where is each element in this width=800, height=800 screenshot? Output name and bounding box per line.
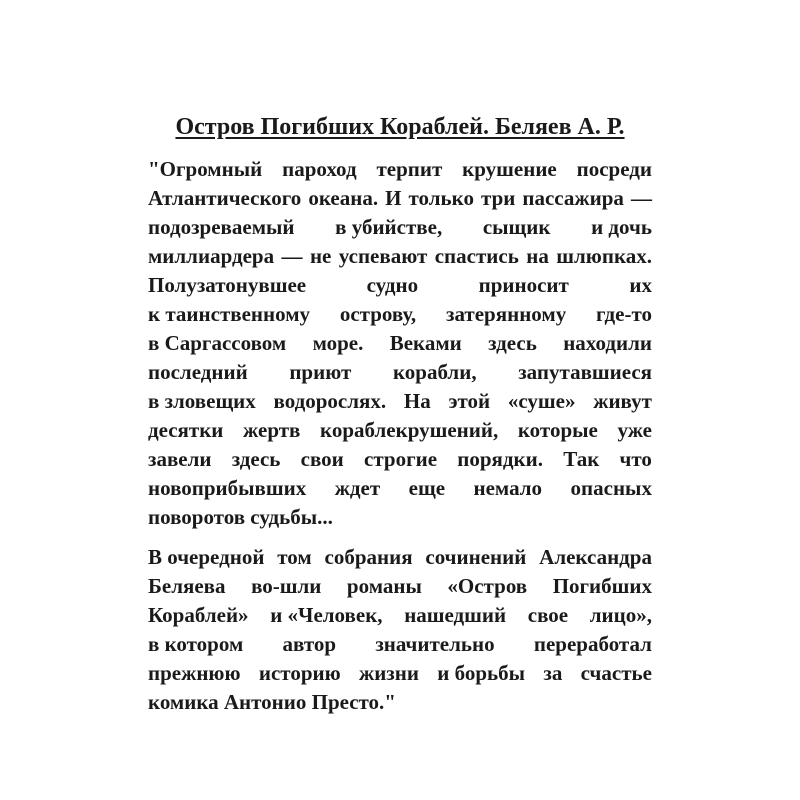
word-group: последний [148, 360, 248, 384]
word-group: их [629, 273, 652, 297]
word-group: И [385, 186, 402, 210]
word-group: затерянному [446, 302, 567, 326]
word-group: свое [527, 603, 569, 627]
word-group: находили [563, 331, 652, 355]
word-group: успевают [338, 244, 428, 268]
text-line [148, 474, 652, 503]
word-group: в котором [148, 632, 244, 656]
word-group: подозреваемый [148, 215, 295, 239]
word-group: море. [312, 331, 364, 355]
word-group: приют [289, 360, 352, 384]
word-group: еще [408, 476, 446, 500]
text-line [148, 543, 652, 572]
word-group: терпит [376, 157, 443, 181]
word-group: сочинений [425, 545, 527, 569]
word-group: крушение [462, 157, 557, 181]
word-group: десятки [148, 418, 224, 442]
word-group: нашедший [404, 603, 507, 627]
word-group: "Огромный [148, 157, 263, 181]
text-line [148, 242, 652, 271]
text-line [148, 155, 652, 184]
word-group: только [408, 186, 474, 210]
word-group: Атлантического [148, 186, 302, 210]
word-group: жертв [243, 418, 301, 442]
word-group: значительно [375, 632, 495, 656]
word-group: на [526, 244, 549, 268]
text-line [148, 300, 652, 329]
word-group: романы [346, 574, 422, 598]
word-group: к таинственному [148, 302, 311, 326]
word-group: — [630, 186, 652, 210]
word-group: жизни [358, 661, 419, 685]
word-group: Погибших [552, 574, 652, 598]
word-group: порядки. [457, 447, 543, 471]
word-group: пассажира [522, 186, 624, 210]
word-group: не [309, 244, 332, 268]
text-line [148, 271, 652, 300]
text-line [148, 358, 652, 387]
word-group: «Остров [447, 574, 528, 598]
text-line [148, 601, 652, 630]
word-group: живут [593, 389, 652, 413]
word-group: Беляева [148, 574, 226, 598]
word-group: В очередной [148, 545, 265, 569]
word-group: и борьбы [437, 661, 526, 685]
word-group: и «Человек, [270, 603, 383, 627]
word-group: новоприбывших [148, 476, 307, 500]
word-group: этой [448, 389, 491, 413]
word-group: в Саргассовом [148, 331, 287, 355]
word-group: строгие [364, 447, 438, 471]
word-group: корабли, [392, 360, 477, 384]
word-group: океана. [308, 186, 379, 210]
word-group: Полузатонувшее [148, 273, 307, 297]
text-line [148, 572, 652, 601]
text-line [148, 213, 652, 242]
word-group: судно [366, 273, 419, 297]
word-group: во-шли [251, 574, 322, 598]
word-group: кораблекрушений, [320, 418, 499, 442]
word-group: лицо», [589, 603, 652, 627]
word-group: водорослях. [273, 389, 387, 413]
word-group: ждет [334, 476, 381, 500]
word-group: здесь [231, 447, 281, 471]
word-group: сыщик [482, 215, 551, 239]
word-group: за [543, 661, 563, 685]
word-group: спастись [434, 244, 519, 268]
text-line [148, 387, 652, 416]
text-line [148, 329, 652, 358]
word-group: посреди [576, 157, 652, 181]
paragraph [148, 155, 652, 532]
text-content-area [148, 0, 652, 717]
text-line [148, 184, 652, 213]
word-group: собрания [324, 545, 413, 569]
word-group: и дочь [591, 215, 652, 239]
word-group: приносит [478, 273, 569, 297]
word-group: шлюпках. [556, 244, 652, 268]
word-group: Александра [539, 545, 652, 569]
word-group: Кораблей» [148, 603, 249, 627]
word-group: завели [148, 447, 212, 471]
word-group: комика Антонио Престо." [148, 690, 396, 714]
text-line [148, 688, 652, 717]
word-group: историю [258, 661, 341, 685]
description-text [148, 155, 652, 717]
word-group: в убийстве, [335, 215, 443, 239]
text-line [148, 416, 652, 445]
page-title: Остров Погибших Кораблей. Беляев А. Р. [175, 114, 625, 140]
word-group: немало [473, 476, 543, 500]
word-group: здесь [488, 331, 537, 355]
word-group: — [281, 244, 303, 268]
word-group: пароход [282, 157, 357, 181]
word-group: свои [300, 447, 344, 471]
word-group: уже [617, 418, 652, 442]
word-group: счастье [580, 661, 652, 685]
word-group: том [277, 545, 312, 569]
word-group: опасных [570, 476, 652, 500]
word-group: прежнюю [148, 661, 241, 685]
word-group: в зловещих [148, 389, 256, 413]
word-group: запутавшиеся [518, 360, 652, 384]
paragraph [148, 543, 652, 717]
word-group: три [481, 186, 516, 210]
text-line [148, 445, 652, 474]
word-group: миллиардера [148, 244, 275, 268]
word-group: которые [517, 418, 598, 442]
word-group: Веками [389, 331, 462, 355]
word-group: где-то [596, 302, 652, 326]
text-line [148, 659, 652, 688]
word-group: На [403, 389, 431, 413]
word-group: автор [282, 632, 337, 656]
text-line [148, 503, 652, 532]
word-group: «суше» [507, 389, 576, 413]
word-group: Так [563, 447, 600, 471]
word-group: что [619, 447, 652, 471]
word-group: острову, [339, 302, 417, 326]
word-group: поворотов судьбы... [148, 505, 333, 529]
word-group: переработал [533, 632, 652, 656]
text-line [148, 630, 652, 659]
